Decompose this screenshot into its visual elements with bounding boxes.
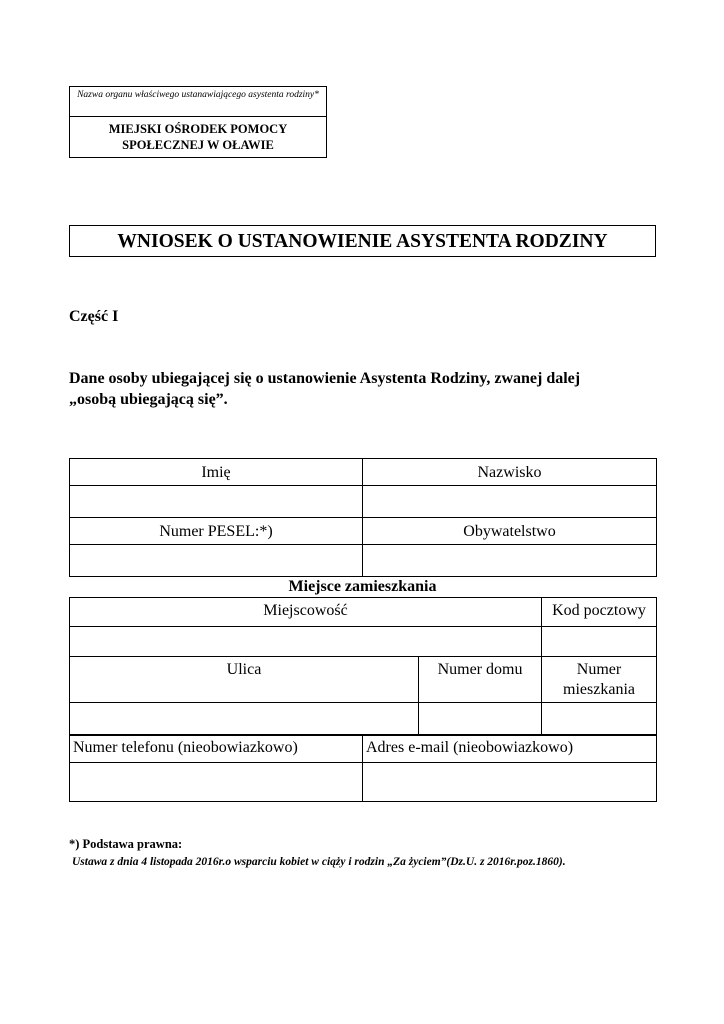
- first-name-label: Imię: [70, 459, 363, 486]
- footnote-label: *) Podstawa prawna:: [69, 837, 183, 851]
- document-title: WNIOSEK O USTANOWIENIE ASYSTENTA RODZINY: [69, 225, 656, 257]
- last-name-label: Nazwisko: [363, 459, 657, 486]
- citizenship-field[interactable]: [363, 545, 657, 577]
- organ-label: Nazwa organu właściwego ustanawiającego asystenta rodziny*: [70, 87, 326, 117]
- house-number-field[interactable]: [419, 703, 542, 736]
- city-field[interactable]: [70, 627, 542, 657]
- phone-label: Numer telefonu (nieobowiazkowo): [70, 735, 363, 763]
- street-field[interactable]: [70, 703, 419, 736]
- first-name-field[interactable]: [70, 486, 363, 518]
- residence-heading: Miejsce zamieszkania: [288, 578, 437, 595]
- contact-table: [69, 734, 657, 802]
- apartment-number-field[interactable]: [542, 703, 657, 736]
- residence-table: [69, 597, 657, 736]
- postal-code-field[interactable]: [542, 627, 657, 657]
- house-number-label: Numer domu: [419, 657, 542, 703]
- street-label: Ulica: [70, 657, 419, 703]
- organ-name: MIEJSKI OŚRODEK POMOCY SPOŁECZNEJ W OŁAWIE: [108, 122, 288, 152]
- pesel-label: Numer PESEL:*): [70, 518, 363, 545]
- apartment-number-label: Numer mieszkania: [542, 657, 657, 703]
- phone-field[interactable]: [70, 763, 363, 802]
- email-label: Adres e-mail (nieobowiazkowo): [363, 735, 657, 763]
- city-label: Miejscowość: [70, 598, 542, 627]
- citizenship-label: Obywatelstwo: [363, 518, 657, 545]
- applicant-description: Dane osoby ubiegającej się o ustanowienie Asystenta Rodziny, zwanej dalej „osobą ubiegającą się”.: [69, 370, 581, 408]
- part-heading: Część I: [69, 308, 119, 325]
- email-field[interactable]: [363, 763, 657, 802]
- personal-data-table: [69, 458, 657, 577]
- last-name-field[interactable]: [363, 486, 657, 518]
- organ-box: [69, 86, 327, 158]
- postal-code-label: Kod pocztowy: [542, 598, 657, 627]
- pesel-field[interactable]: [70, 545, 363, 577]
- footnote-text: Ustawa z dnia 4 listopada 2016r.o wsparciu kobiet w ciąży i rodzin „Za życiem”(Dz.U. z 2016r.poz.1860).: [72, 856, 566, 868]
